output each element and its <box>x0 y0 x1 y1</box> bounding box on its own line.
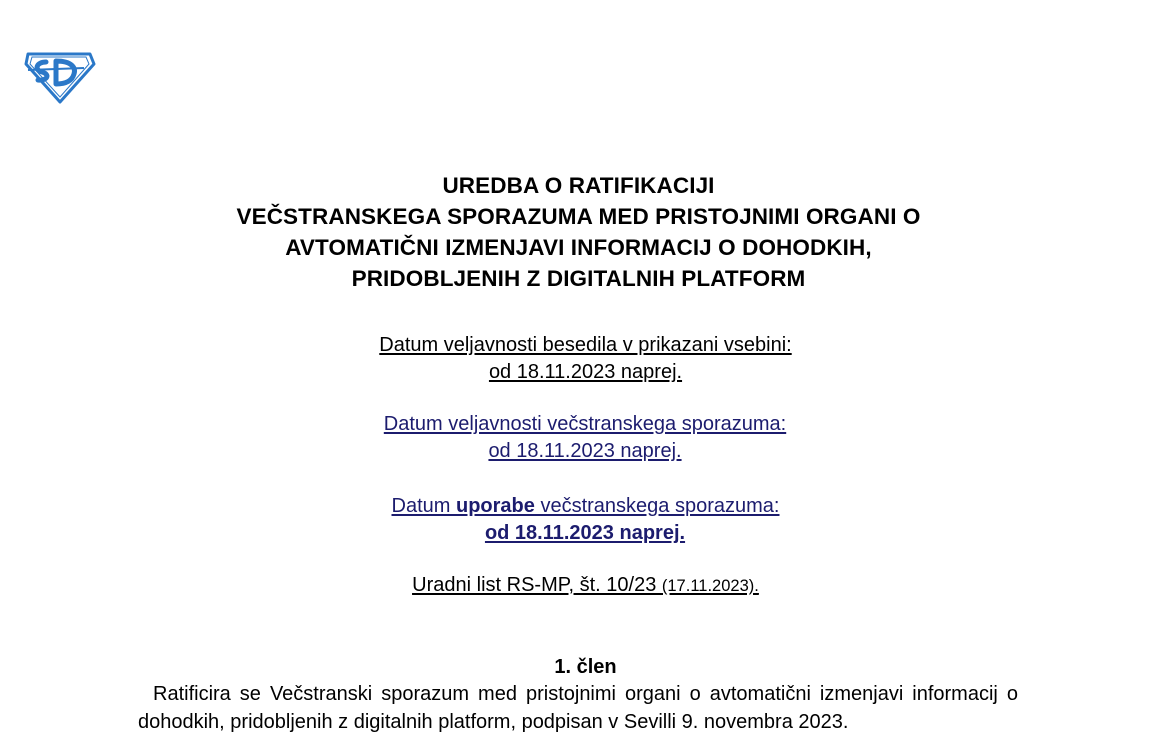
agreement-validity-link[interactable]: Datum veljavnosti večstranskega sporazuma: <box>383 413 787 435</box>
title-line-3: AVTOMATIČNI IZMENJAVI INFORMACIJ O DOHODKIH, <box>285 235 872 260</box>
gazette-number: Uradni list RS-MP, št. 10/23 <box>412 574 662 596</box>
gazette-reference <box>0 572 1157 600</box>
application-label-prefix: Datum <box>391 495 456 517</box>
agreement-application-block <box>0 493 1157 547</box>
application-label-bold: uporabe <box>456 495 535 517</box>
title-line-4: PRIDOBLJENIH Z DIGITALNIH PLATFORM <box>351 266 806 291</box>
gazette-date: (17.11.2023). <box>661 577 759 595</box>
agreement-validity-block <box>0 411 1157 465</box>
agreement-application-value[interactable]: od 18.11.2023 naprej. <box>484 522 686 544</box>
title-line-1: UREDBA O RATIFIKACIJI <box>442 173 715 198</box>
document-title <box>0 170 1157 294</box>
text-validity-value: od 18.11.2023 naprej. <box>488 361 683 383</box>
article-body: Ratificira se Večstranski sporazum med pristojnimi organi o avtomatični izmenjavi informacij o dohodkih, pridobljenih z digitalnih platform, podpisan v Sevilli 9. novembra 2023. <box>138 683 1018 733</box>
title-line-2: VEČSTRANSKEGA SPORAZUMA MED PRISTOJNIMI ORGANI O <box>236 204 921 229</box>
agreement-validity-value[interactable]: od 18.11.2023 naprej. <box>488 440 682 462</box>
article-title: 1. člen <box>554 656 617 678</box>
agreement-application-link[interactable] <box>392 495 780 517</box>
text-validity-block <box>0 332 1157 386</box>
gazette-link[interactable] <box>412 574 759 596</box>
text-validity-label: Datum veljavnosti besedila v prikazani vsebini: <box>379 334 792 356</box>
article-heading <box>0 654 1157 680</box>
application-label-suffix: večstranskega sporazuma: <box>534 495 780 517</box>
sd-shield-logo-icon <box>22 48 96 104</box>
